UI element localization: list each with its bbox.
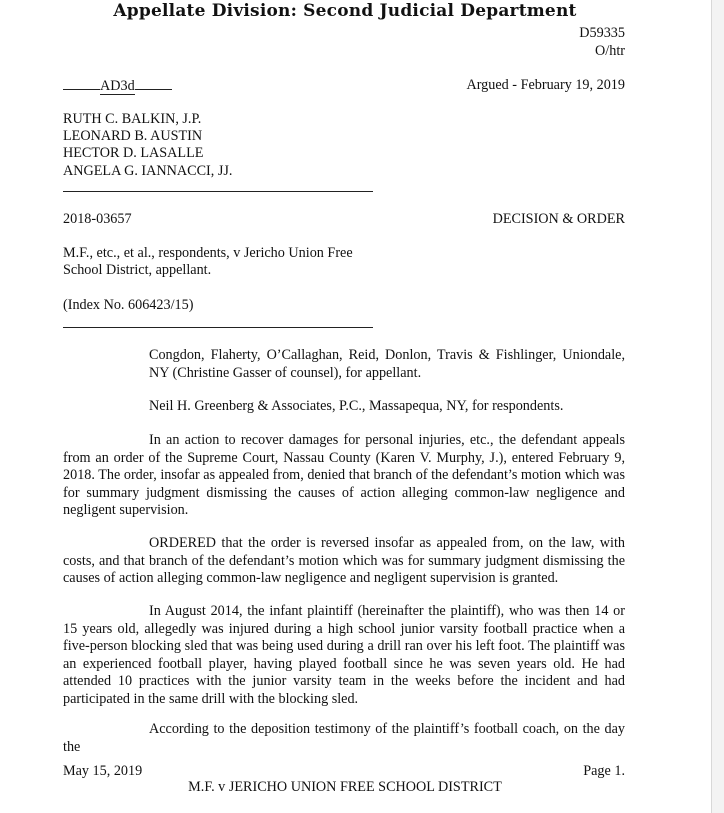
justice-name: RUTH C. BALKIN, J.P. <box>63 111 202 127</box>
caption-line: M.F., etc., et al., respondents, v Jericho Union Free <box>63 245 353 261</box>
footer-date: May 15, 2019 <box>63 763 143 779</box>
case-caption <box>63 245 353 279</box>
panel-justices <box>63 111 232 180</box>
footer-page: Page 1. <box>583 763 625 779</box>
divider <box>63 191 373 192</box>
counsel-respondents: Neil H. Greenberg & Associates, P.C., Massapequa, NY, for respondents. <box>149 398 564 414</box>
viewer-scrollbar[interactable] <box>711 0 724 813</box>
citation-volume-blank <box>63 77 100 90</box>
justice-name: LEONARD B. AUSTIN <box>63 128 203 145</box>
paragraph-procedural: In an action to recover damages for personal injuries, etc., the defendant appeals from an order of the Supreme Court, Nassau County (Karen V. Murphy, J.), entered February 9, 2018. The order, insofar as appealed from, denied that branch of the defendant’s motion which was for summary judgment dismissing the causes of action alleging common-law negligence and negligent supervision. <box>63 432 625 519</box>
argued-date: Argued - February 19, 2019 <box>466 77 625 93</box>
docket-code: D59335 <box>579 25 625 41</box>
caption-line: School District, appellant. <box>63 262 212 279</box>
docket-initials: O/htr <box>595 43 625 59</box>
justice-name: ANGELA G. IANNACCI, JJ. <box>63 162 233 179</box>
decision-type: DECISION & ORDER <box>492 211 625 227</box>
justice-name: HECTOR D. LASALLE <box>63 145 204 162</box>
paragraph-testimony: According to the deposition testimony of the plaintiff’s football coach, on the day the <box>63 721 625 755</box>
case-number: 2018-03657 <box>63 211 132 227</box>
index-number: (Index No. 606423/15) <box>63 297 194 313</box>
paragraph-ordered: ORDERED that the order is reversed insofar as appealed from, on the law, with costs, and that branch of the defendant’s motion which was for summary judgment dismissing the causes of action alleging common-law negligence and negligent supervision is granted. <box>63 535 625 587</box>
citation-label: AD3d <box>100 78 135 94</box>
citation-page-blank <box>135 77 172 90</box>
counsel-appellant: Congdon, Flaherty, O’Callaghan, Reid, Donlon, Travis & Fishlinger, Uniondale, NY (Christine Gasser of counsel), for appellant. <box>149 347 625 381</box>
footer-caption: M.F. v JERICHO UNION FREE SCHOOL DISTRICT <box>188 779 502 795</box>
ad-citation <box>63 77 172 95</box>
court-heading: Appellate Division: Second Judicial Department <box>113 1 577 21</box>
divider <box>63 327 373 328</box>
paragraph-facts: In August 2014, the infant plaintiff (hereinafter the plaintiff), who was then 14 or 15 years old, allegedly was injured during a high school junior varsity football practice when a five-person blocking sled that was being used during a drill ran over his left foot. The plaintiff was an experienced football player, having played football since he was seven years old. He had attended 10 practices with the junior varsity team in the weeks before the incident and had participated in the same drill with the blocking sled. <box>63 603 625 707</box>
